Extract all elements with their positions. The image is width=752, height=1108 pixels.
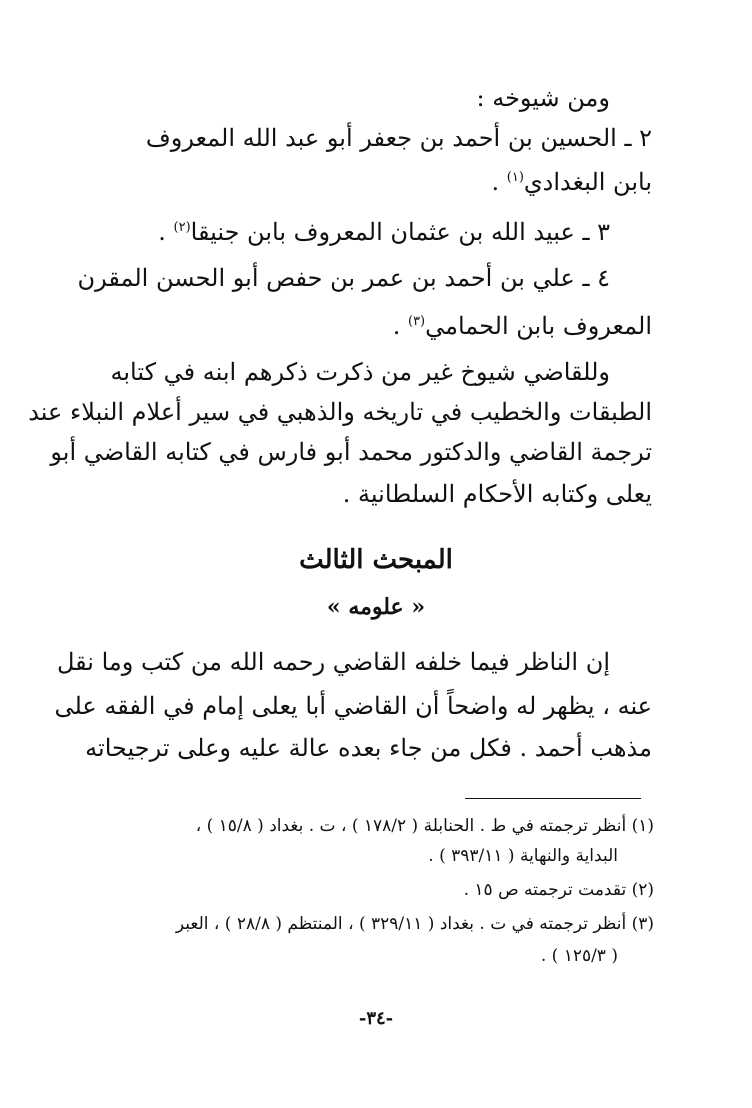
- body-line: مذهب أحمد . فكل من جاء بعده عالة عليه وعلى ترجيحاته: [85, 734, 652, 762]
- footnote-divider: [465, 798, 641, 799]
- footnote: ( ١٢٥/٣ ) .: [540, 946, 618, 966]
- footnote-marker: (٢): [173, 220, 191, 235]
- body-line: ترجمة القاضي والدكتور محمد أبو فارس في كتابه القاضي أبو: [50, 438, 652, 466]
- footnote-marker: (٣): [407, 314, 426, 329]
- footnote: (٣) أنظر ترجمته في ت . بغداد ( ٣٢٩/١١ ) ، المنتظم ( ٢٨/٨ ) ، العبر: [175, 914, 654, 934]
- body-line: بابن البغدادي$^{(١)}$ .: [491, 168, 652, 196]
- footnote: (٢) تقدمت ترجمته ص ١٥ .: [463, 880, 654, 900]
- body-line: ٤ ـ علي بن أحمد بن عمر بن حفص أبو الحسن المقرن: [77, 264, 610, 292]
- body-line: عنه ، يظهر له واضحاً أن القاضي أبا يعلى إمام في الفقه على: [54, 692, 652, 720]
- footnote: البداية والنهاية ( ٣٩٣/١١ ) .: [428, 846, 618, 866]
- section-heading: المبحث الثالث: [299, 545, 453, 575]
- body-line: وللقاضي شيوخ غير من ذكرت ذكرهم ابنه في كتابه: [110, 358, 610, 386]
- section-subheading: « علومه »: [326, 594, 426, 620]
- body-line: الطبقات والخطيب في تاريخه والذهبي في سير أعلام النبلاء عند: [28, 398, 652, 426]
- footnote-marker: (١): [506, 170, 524, 185]
- body-line: إن الناظر فيما خلفه القاضي رحمه الله من كتب وما نقل: [56, 648, 610, 676]
- body-line: ومن شيوخه :: [476, 84, 610, 112]
- page-number: -٣٤-: [358, 1008, 394, 1029]
- body-line: يعلى وكتابه الأحكام السلطانية .: [342, 480, 652, 508]
- footnote: (١) أنظر ترجمته في ط . الحنابلة ( ١٧٨/٢ ) ، ت . بغداد ( ١٥/٨ ) ،: [195, 816, 654, 836]
- body-line: ٣ ـ عبيد الله بن عثمان المعروف بابن جنيقا$^{(٢)}$ .: [158, 218, 610, 246]
- body-line: ٢ ـ الحسين بن أحمد بن جعفر أبو عبد الله المعروف: [145, 124, 652, 152]
- body-line: المعروف بابن الحمامي$^{(٣)}$ .: [392, 312, 652, 340]
